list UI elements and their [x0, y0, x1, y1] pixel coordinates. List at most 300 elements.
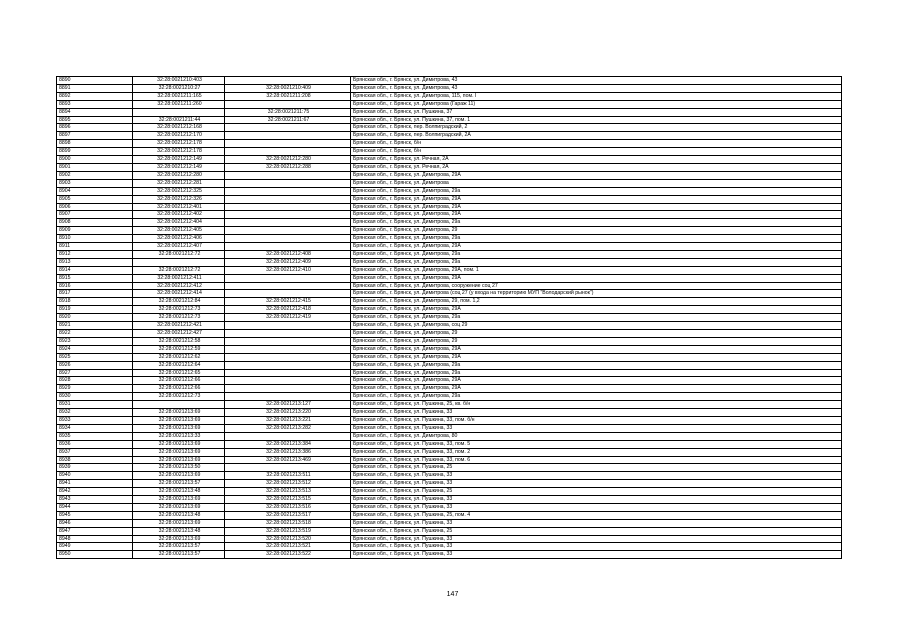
- related-cadastral-number-cell: 32:28:0021213:517: [225, 511, 351, 519]
- address-cell: Брянская обл., г. Брянск, ул. Димитрова, 115, пом. I: [351, 92, 842, 100]
- row-number-cell: 8940: [57, 472, 133, 480]
- cadastral-number-cell: 32:28:0021212:178: [133, 140, 225, 148]
- address-cell: Брянская обл., г. Брянск, б/н: [351, 140, 842, 148]
- table-row: [57, 298, 842, 306]
- related-cadastral-number-cell: 32:28:0021213:469: [225, 456, 351, 464]
- related-cadastral-number-cell: 32:28:0021210:409: [225, 84, 351, 92]
- cadastral-number-cell: 32:28:0021212:407: [133, 243, 225, 251]
- address-cell: Брянская обл., г. Брянск, ул. Пушкина, 33, пом. б/н: [351, 416, 842, 424]
- table-row: [57, 377, 842, 385]
- cadastral-number-cell: 32:28:0021212:281: [133, 179, 225, 187]
- table-row: [57, 432, 842, 440]
- related-cadastral-number-cell: [225, 432, 351, 440]
- row-number-cell: 8920: [57, 314, 133, 322]
- address-cell: Брянская обл., г. Брянск, ул. Пушкина, 25, пом. 4: [351, 511, 842, 519]
- address-cell: Брянская обл., г. Брянск, ул. Димитрова, соц 29: [351, 322, 842, 330]
- cadastral-number-cell: 32:28:0021212:65: [133, 369, 225, 377]
- cadastral-number-cell: 32:28:0021213:69: [133, 409, 225, 417]
- cadastral-number-cell: 32:28:0021212:73: [133, 306, 225, 314]
- table-row: [57, 195, 842, 203]
- address-cell: Брянская обл., г. Брянск, ул. Димитрова, 29: [351, 337, 842, 345]
- table-row: [57, 448, 842, 456]
- address-cell: Брянская обл., г. Брянск, ул. Пушкина, 37, пом. 1: [351, 116, 842, 124]
- table-row: [57, 140, 842, 148]
- related-cadastral-number-cell: 32:28:0021213:521: [225, 543, 351, 551]
- table-row: [57, 496, 842, 504]
- row-number-cell: 8894: [57, 108, 133, 116]
- row-number-cell: 8928: [57, 377, 133, 385]
- related-cadastral-number-cell: 32:28:0021213:518: [225, 519, 351, 527]
- address-cell: Брянская обл., г. Брянск, ул. Пушкина, 25: [351, 527, 842, 535]
- related-cadastral-number-cell: 32:28:0021213:515: [225, 496, 351, 504]
- related-cadastral-number-cell: 32:28:0021212:409: [225, 258, 351, 266]
- address-cell: Брянская обл., г. Брянск, ул. Димитрова, 29А: [351, 203, 842, 211]
- cadastral-number-cell: 32:28:0021212:59: [133, 345, 225, 353]
- table-row: [57, 511, 842, 519]
- row-number-cell: 8914: [57, 266, 133, 274]
- cadastral-number-cell: 32:28:0021212:402: [133, 211, 225, 219]
- table-row: [57, 503, 842, 511]
- address-cell: Брянская обл., г. Брянск, ул. Пушкина, 33: [351, 519, 842, 527]
- cadastral-number-cell: [133, 401, 225, 409]
- row-number-cell: 8929: [57, 385, 133, 393]
- related-cadastral-number-cell: [225, 282, 351, 290]
- related-cadastral-number-cell: [225, 345, 351, 353]
- related-cadastral-number-cell: 32:28:0021212:288: [225, 163, 351, 171]
- cadastral-number-cell: 32:28:0021212:66: [133, 385, 225, 393]
- cadastral-number-cell: 32:28:0021212:414: [133, 290, 225, 298]
- table-row: [57, 345, 842, 353]
- address-cell: Брянская обл., г. Брянск, ул. Димитрова, 29а: [351, 369, 842, 377]
- cadastral-number-cell: 32:28:0021213:48: [133, 527, 225, 535]
- address-cell: Брянская обл., г. Брянск, ул. Пушкина, 33: [351, 424, 842, 432]
- cadastral-number-cell: 32:28:0021211:165: [133, 92, 225, 100]
- cadastral-number-cell: 32:28:0021212:280: [133, 171, 225, 179]
- address-cell: Брянская обл., г. Брянск, ул. Димитрова (Гараж 11): [351, 100, 842, 108]
- table-row: [57, 527, 842, 535]
- table-row: [57, 282, 842, 290]
- table-row: [57, 472, 842, 480]
- table-row: [57, 274, 842, 282]
- table-row: [57, 179, 842, 187]
- address-cell: Брянская обл., г. Брянск, ул. Пушкина, 33: [351, 543, 842, 551]
- related-cadastral-number-cell: [225, 330, 351, 338]
- address-cell: Брянская обл., г. Брянск, ул. Пушкина, 37: [351, 108, 842, 116]
- related-cadastral-number-cell: 32:28:0021213:512: [225, 480, 351, 488]
- cadastral-number-cell: 32:28:0021213:33: [133, 432, 225, 440]
- related-cadastral-number-cell: [225, 377, 351, 385]
- row-number-cell: 8947: [57, 527, 133, 535]
- related-cadastral-number-cell: [225, 100, 351, 108]
- table-row: [57, 543, 842, 551]
- cadastral-number-cell: 32:28:0021213:69: [133, 503, 225, 511]
- table-row: [57, 235, 842, 243]
- cadastral-number-cell: [133, 258, 225, 266]
- related-cadastral-number-cell: [225, 227, 351, 235]
- cadastral-number-cell: 32:28:0021212:73: [133, 393, 225, 401]
- related-cadastral-number-cell: [225, 353, 351, 361]
- address-cell: Брянская обл., г. Брянск, ул. Димитрова, 29, пом. 1,2: [351, 298, 842, 306]
- table-row: [57, 266, 842, 274]
- cadastral-number-cell: 32:28:0021212:64: [133, 361, 225, 369]
- table-row: [57, 290, 842, 298]
- cadastral-number-cell: 32:28:0021213:69: [133, 424, 225, 432]
- cadastral-number-cell: 32:28:0021212:401: [133, 203, 225, 211]
- row-number-cell: 8945: [57, 511, 133, 519]
- related-cadastral-number-cell: 32:28:0021212:419: [225, 314, 351, 322]
- cadastral-number-cell: 32:28:0021211:44: [133, 116, 225, 124]
- table-row: [57, 337, 842, 345]
- row-number-cell: 8936: [57, 440, 133, 448]
- address-cell: Брянская обл., г. Брянск, ул. Димитрова, сооружение соц 27: [351, 282, 842, 290]
- related-cadastral-number-cell: [225, 464, 351, 472]
- address-cell: Брянская обл., г. Брянск, ул. Димитрова, 29А: [351, 385, 842, 393]
- cadastral-number-cell: 32:28:0021212:326: [133, 195, 225, 203]
- page-number: 147: [446, 591, 459, 598]
- related-cadastral-number-cell: [225, 203, 351, 211]
- table-row: [57, 211, 842, 219]
- address-cell: Брянская обл., г. Брянск, ул. Пушкина, 33: [351, 503, 842, 511]
- row-number-cell: 8942: [57, 488, 133, 496]
- cadastral-number-cell: 32:28:0021212:406: [133, 235, 225, 243]
- related-cadastral-number-cell: 32:28:0021212:408: [225, 250, 351, 258]
- address-cell: Брянская обл., г. Брянск, ул. Пушкина, 25: [351, 488, 842, 496]
- table-row: [57, 456, 842, 464]
- cadastral-number-cell: 32:28:0021212:58: [133, 337, 225, 345]
- row-number-cell: 8904: [57, 187, 133, 195]
- related-cadastral-number-cell: 32:28:0021213:127: [225, 401, 351, 409]
- cadastral-number-cell: 32:28:0021212:73: [133, 314, 225, 322]
- related-cadastral-number-cell: [225, 148, 351, 156]
- related-cadastral-number-cell: [225, 179, 351, 187]
- row-number-cell: 8913: [57, 258, 133, 266]
- table-row: [57, 108, 842, 116]
- table-row: [57, 519, 842, 527]
- row-number-cell: 8892: [57, 92, 133, 100]
- cadastral-number-cell: 32:28:0021212:404: [133, 219, 225, 227]
- table-row: [57, 424, 842, 432]
- cadastral-number-cell: 32:28:0021213:48: [133, 511, 225, 519]
- cadastral-number-cell: 32:28:0021212:84: [133, 298, 225, 306]
- address-cell: Брянская обл., г. Брянск, ул. Димитрова, 29А: [351, 171, 842, 179]
- table-row: [57, 369, 842, 377]
- table-row: [57, 187, 842, 195]
- address-cell: Брянская обл., г. Брянск, ул. Димитрова, 43: [351, 84, 842, 92]
- address-cell: Брянская обл., г. Брянск, ул. Димитрова, 29а: [351, 314, 842, 322]
- related-cadastral-number-cell: [225, 274, 351, 282]
- address-cell: Брянская обл., г. Брянск, ул. Димитрова: [351, 179, 842, 187]
- row-number-cell: 8908: [57, 219, 133, 227]
- row-number-cell: 8915: [57, 274, 133, 282]
- table-row: [57, 416, 842, 424]
- address-cell: Брянская обл., г. Брянск, ул. Димитрова, 29А: [351, 195, 842, 203]
- related-cadastral-number-cell: [225, 369, 351, 377]
- row-number-cell: 8949: [57, 543, 133, 551]
- table-row: [57, 464, 842, 472]
- address-cell: Брянская обл., г. Брянск, ул. Димитрова, 29а: [351, 250, 842, 258]
- table-row: [57, 77, 842, 85]
- related-cadastral-number-cell: 32:28:0021213:516: [225, 503, 351, 511]
- cadastral-number-cell: 32:28:0021213:57: [133, 551, 225, 559]
- table-row: [57, 156, 842, 164]
- row-number-cell: 8898: [57, 140, 133, 148]
- table-row: [57, 409, 842, 417]
- cadastral-number-cell: 32:28:0021212:421: [133, 322, 225, 330]
- row-number-cell: 8918: [57, 298, 133, 306]
- row-number-cell: 8923: [57, 337, 133, 345]
- address-cell: Брянская обл., г. Брянск, ул. Пушкина, 33: [351, 480, 842, 488]
- related-cadastral-number-cell: [225, 219, 351, 227]
- related-cadastral-number-cell: 32:28:0021212:415: [225, 298, 351, 306]
- row-number-cell: 8903: [57, 179, 133, 187]
- address-cell: Брянская обл., г. Брянск, ул. Димитрова, 29а: [351, 235, 842, 243]
- row-number-cell: 8910: [57, 235, 133, 243]
- address-cell: Брянская обл., г. Брянск, ул. Пушкина, 25, кв. б/н: [351, 401, 842, 409]
- related-cadastral-number-cell: 32:28:0021213:520: [225, 535, 351, 543]
- cadastral-number-cell: 32:28:0021213:69: [133, 519, 225, 527]
- row-number-cell: 8905: [57, 195, 133, 203]
- related-cadastral-number-cell: [225, 385, 351, 393]
- cadastral-number-cell: 32:28:0021212:168: [133, 124, 225, 132]
- row-number-cell: 8896: [57, 124, 133, 132]
- registry-table-body: [57, 77, 842, 559]
- cadastral-number-cell: 32:28:0021212:427: [133, 330, 225, 338]
- table-row: [57, 219, 842, 227]
- cadastral-number-cell: 32:28:0021213:69: [133, 535, 225, 543]
- related-cadastral-number-cell: [225, 195, 351, 203]
- cadastral-number-cell: 32:28:0021213:69: [133, 448, 225, 456]
- cadastral-number-cell: 32:28:0021212:178: [133, 148, 225, 156]
- address-cell: Брянская обл., г. Брянск, ул. Димитрова, 29: [351, 330, 842, 338]
- table-row: [57, 306, 842, 314]
- related-cadastral-number-cell: [225, 77, 351, 85]
- cadastral-number-cell: 32:28:0021213:57: [133, 543, 225, 551]
- cadastral-number-cell: 32:28:0021212:411: [133, 274, 225, 282]
- related-cadastral-number-cell: [225, 361, 351, 369]
- row-number-cell: 8933: [57, 416, 133, 424]
- cadastral-number-cell: [133, 108, 225, 116]
- row-number-cell: 8941: [57, 480, 133, 488]
- address-cell: Брянская обл., г. Брянск, ул. Пушкина, 25: [351, 464, 842, 472]
- row-number-cell: 8900: [57, 156, 133, 164]
- address-cell: Брянская обл., г. Брянск, пер. Волпиградский, 2А: [351, 132, 842, 140]
- related-cadastral-number-cell: [225, 393, 351, 401]
- table-row: [57, 393, 842, 401]
- row-number-cell: 8926: [57, 361, 133, 369]
- address-cell: Брянская обл., г. Брянск, ул. Пушкина, 33, пом. 6: [351, 456, 842, 464]
- related-cadastral-number-cell: 32:28:0021213:220: [225, 409, 351, 417]
- table-row: [57, 163, 842, 171]
- related-cadastral-number-cell: [225, 322, 351, 330]
- cadastral-number-cell: 32:28:0021213:50: [133, 464, 225, 472]
- row-number-cell: 8948: [57, 535, 133, 543]
- row-number-cell: 8950: [57, 551, 133, 559]
- cadastral-number-cell: 32:28:0021213:69: [133, 456, 225, 464]
- row-number-cell: 8917: [57, 290, 133, 298]
- address-cell: Брянская обл., г. Брянск, ул. Димитрова, 29А: [351, 377, 842, 385]
- row-number-cell: 8893: [57, 100, 133, 108]
- related-cadastral-number-cell: 32:28:0021212:280: [225, 156, 351, 164]
- address-cell: Брянская обл., г. Брянск, ул. Димитрова, 29а: [351, 219, 842, 227]
- cadastral-number-cell: 32:28:0021212:62: [133, 353, 225, 361]
- address-cell: Брянская обл., г. Брянск, б/н: [351, 148, 842, 156]
- row-number-cell: 8944: [57, 503, 133, 511]
- related-cadastral-number-cell: 32:28:0021213:513: [225, 488, 351, 496]
- table-row: [57, 116, 842, 124]
- table-row: [57, 322, 842, 330]
- address-cell: Брянская обл., г. Брянск, ул. Речная, 2А: [351, 156, 842, 164]
- table-row: [57, 250, 842, 258]
- cadastral-number-cell: 32:28:0021212:325: [133, 187, 225, 195]
- related-cadastral-number-cell: 32:28:0021211:67: [225, 116, 351, 124]
- table-row: [57, 385, 842, 393]
- row-number-cell: 8937: [57, 448, 133, 456]
- address-cell: Брянская обл., г. Брянск, ул. Димитрова, 29А: [351, 345, 842, 353]
- address-cell: Брянская обл., г. Брянск, ул. Димитрова, 29А, пом. 1: [351, 266, 842, 274]
- related-cadastral-number-cell: [225, 243, 351, 251]
- row-number-cell: 8939: [57, 464, 133, 472]
- row-number-cell: 8924: [57, 345, 133, 353]
- related-cadastral-number-cell: [225, 235, 351, 243]
- related-cadastral-number-cell: 32:28:0021213:511: [225, 472, 351, 480]
- cadastral-number-cell: 32:28:0021213:69: [133, 440, 225, 448]
- registry-table: [56, 76, 842, 559]
- related-cadastral-number-cell: [225, 171, 351, 179]
- row-number-cell: 8922: [57, 330, 133, 338]
- address-cell: Брянская обл., г. Брянск, ул. Димитрова, 29А: [351, 353, 842, 361]
- cadastral-number-cell: 32:28:0021212:72: [133, 266, 225, 274]
- table-row: [57, 227, 842, 235]
- cadastral-number-cell: 32:28:0021212:72: [133, 250, 225, 258]
- table-row: [57, 148, 842, 156]
- cadastral-number-cell: 32:28:0021213:69: [133, 416, 225, 424]
- row-number-cell: 8890: [57, 77, 133, 85]
- row-number-cell: 8934: [57, 424, 133, 432]
- table-row: [57, 330, 842, 338]
- table-row: [57, 258, 842, 266]
- table-row: [57, 243, 842, 251]
- row-number-cell: 8943: [57, 496, 133, 504]
- row-number-cell: 8921: [57, 322, 133, 330]
- related-cadastral-number-cell: 32:28:0021213:386: [225, 448, 351, 456]
- table-row: [57, 132, 842, 140]
- related-cadastral-number-cell: 32:28:0021213:221: [225, 416, 351, 424]
- row-number-cell: 8925: [57, 353, 133, 361]
- table-row: [57, 314, 842, 322]
- row-number-cell: 8897: [57, 132, 133, 140]
- table-row: [57, 124, 842, 132]
- row-number-cell: 8909: [57, 227, 133, 235]
- table-row: [57, 171, 842, 179]
- address-cell: Брянская обл., г. Брянск, ул. Пушкина, 33, пом. 2: [351, 448, 842, 456]
- table-row: [57, 401, 842, 409]
- table-row: [57, 551, 842, 559]
- cadastral-number-cell: 32:28:0021212:149: [133, 163, 225, 171]
- address-cell: Брянская обл., г. Брянск, ул. Димитрова, 29А: [351, 211, 842, 219]
- cadastral-number-cell: 32:28:0021212:412: [133, 282, 225, 290]
- cadastral-number-cell: 32:28:0021212:149: [133, 156, 225, 164]
- cadastral-number-cell: 32:28:0021212:66: [133, 377, 225, 385]
- cadastral-number-cell: 32:28:0021213:48: [133, 488, 225, 496]
- row-number-cell: 8899: [57, 148, 133, 156]
- related-cadastral-number-cell: [225, 290, 351, 298]
- row-number-cell: 8919: [57, 306, 133, 314]
- related-cadastral-number-cell: [225, 187, 351, 195]
- address-cell: Брянская обл., г. Брянск, пер. Волпиградский, 2: [351, 124, 842, 132]
- related-cadastral-number-cell: [225, 337, 351, 345]
- related-cadastral-number-cell: 32:28:0021212:410: [225, 266, 351, 274]
- address-cell: Брянская обл., г. Брянск, ул. Пушкина, 33: [351, 551, 842, 559]
- related-cadastral-number-cell: 32:28:0021213:282: [225, 424, 351, 432]
- related-cadastral-number-cell: [225, 211, 351, 219]
- address-cell: Брянская обл., г. Брянск, ул. Пушкина, 33: [351, 496, 842, 504]
- table-row: [57, 440, 842, 448]
- table-row: [57, 361, 842, 369]
- cadastral-number-cell: 32:28:0021211:260: [133, 100, 225, 108]
- related-cadastral-number-cell: 32:28:0021213:519: [225, 527, 351, 535]
- address-cell: Брянская обл., г. Брянск, ул. Речная, 2А: [351, 163, 842, 171]
- related-cadastral-number-cell: 32:28:0021212:418: [225, 306, 351, 314]
- address-cell: Брянская обл., г. Брянск, ул. Димитрова, 29А: [351, 274, 842, 282]
- table-row: [57, 488, 842, 496]
- table-row: [57, 100, 842, 108]
- row-number-cell: 8906: [57, 203, 133, 211]
- row-number-cell: 8946: [57, 519, 133, 527]
- row-number-cell: 8930: [57, 393, 133, 401]
- related-cadastral-number-cell: 32:28:0021211:75: [225, 108, 351, 116]
- row-number-cell: 8916: [57, 282, 133, 290]
- cadastral-number-cell: 32:28:0021213:69: [133, 496, 225, 504]
- row-number-cell: 8938: [57, 456, 133, 464]
- address-cell: Брянская обл., г. Брянск, ул. Димитрова, 43: [351, 77, 842, 85]
- cadastral-number-cell: 32:28:0021212:170: [133, 132, 225, 140]
- row-number-cell: 8935: [57, 432, 133, 440]
- address-cell: Брянская обл., г. Брянск, ул. Пушкина, 33: [351, 535, 842, 543]
- row-number-cell: 8931: [57, 401, 133, 409]
- related-cadastral-number-cell: 32:28:0021213:522: [225, 551, 351, 559]
- related-cadastral-number-cell: [225, 132, 351, 140]
- row-number-cell: 8932: [57, 409, 133, 417]
- address-cell: Брянская обл., г. Брянск, ул. Димитрова, 29а: [351, 361, 842, 369]
- table-row: [57, 203, 842, 211]
- address-cell: Брянская обл., г. Брянск, ул. Димитрова, 29А: [351, 243, 842, 251]
- cadastral-number-cell: 32:28:0021210:403: [133, 77, 225, 85]
- related-cadastral-number-cell: 32:28:0021211:208: [225, 92, 351, 100]
- address-cell: Брянская обл., г. Брянск, ул. Пушкина, 33, пом. 5: [351, 440, 842, 448]
- address-cell: Брянская обл., г. Брянск, ул. Димитрова, 29а: [351, 187, 842, 195]
- related-cadastral-number-cell: 32:28:0021213:384: [225, 440, 351, 448]
- cadastral-number-cell: 32:28:0021213:57: [133, 480, 225, 488]
- row-number-cell: 8902: [57, 171, 133, 179]
- table-row: [57, 353, 842, 361]
- table-row: [57, 92, 842, 100]
- related-cadastral-number-cell: [225, 124, 351, 132]
- row-number-cell: 8911: [57, 243, 133, 251]
- address-cell: Брянская обл., г. Брянск, ул. Димитрова, 29: [351, 227, 842, 235]
- row-number-cell: 8912: [57, 250, 133, 258]
- table-row: [57, 535, 842, 543]
- address-cell: Брянская обл., г. Брянск, ул. Пушкина, 33: [351, 409, 842, 417]
- row-number-cell: 8895: [57, 116, 133, 124]
- row-number-cell: 8901: [57, 163, 133, 171]
- related-cadastral-number-cell: [225, 140, 351, 148]
- cadastral-number-cell: 32:28:0021212:405: [133, 227, 225, 235]
- cadastral-number-cell: 32:28:0021210:27: [133, 84, 225, 92]
- address-cell: Брянская обл., г. Брянск, ул. Пушкина, 33: [351, 472, 842, 480]
- address-cell: Брянская обл., г. Брянск, ул. Димитрова, 29а: [351, 258, 842, 266]
- row-number-cell: 8927: [57, 369, 133, 377]
- address-cell: Брянская обл., г. Брянск, ул. Димитрова (соц 27 (у входа на территорию МУП "Володарский рынок"): [351, 290, 842, 298]
